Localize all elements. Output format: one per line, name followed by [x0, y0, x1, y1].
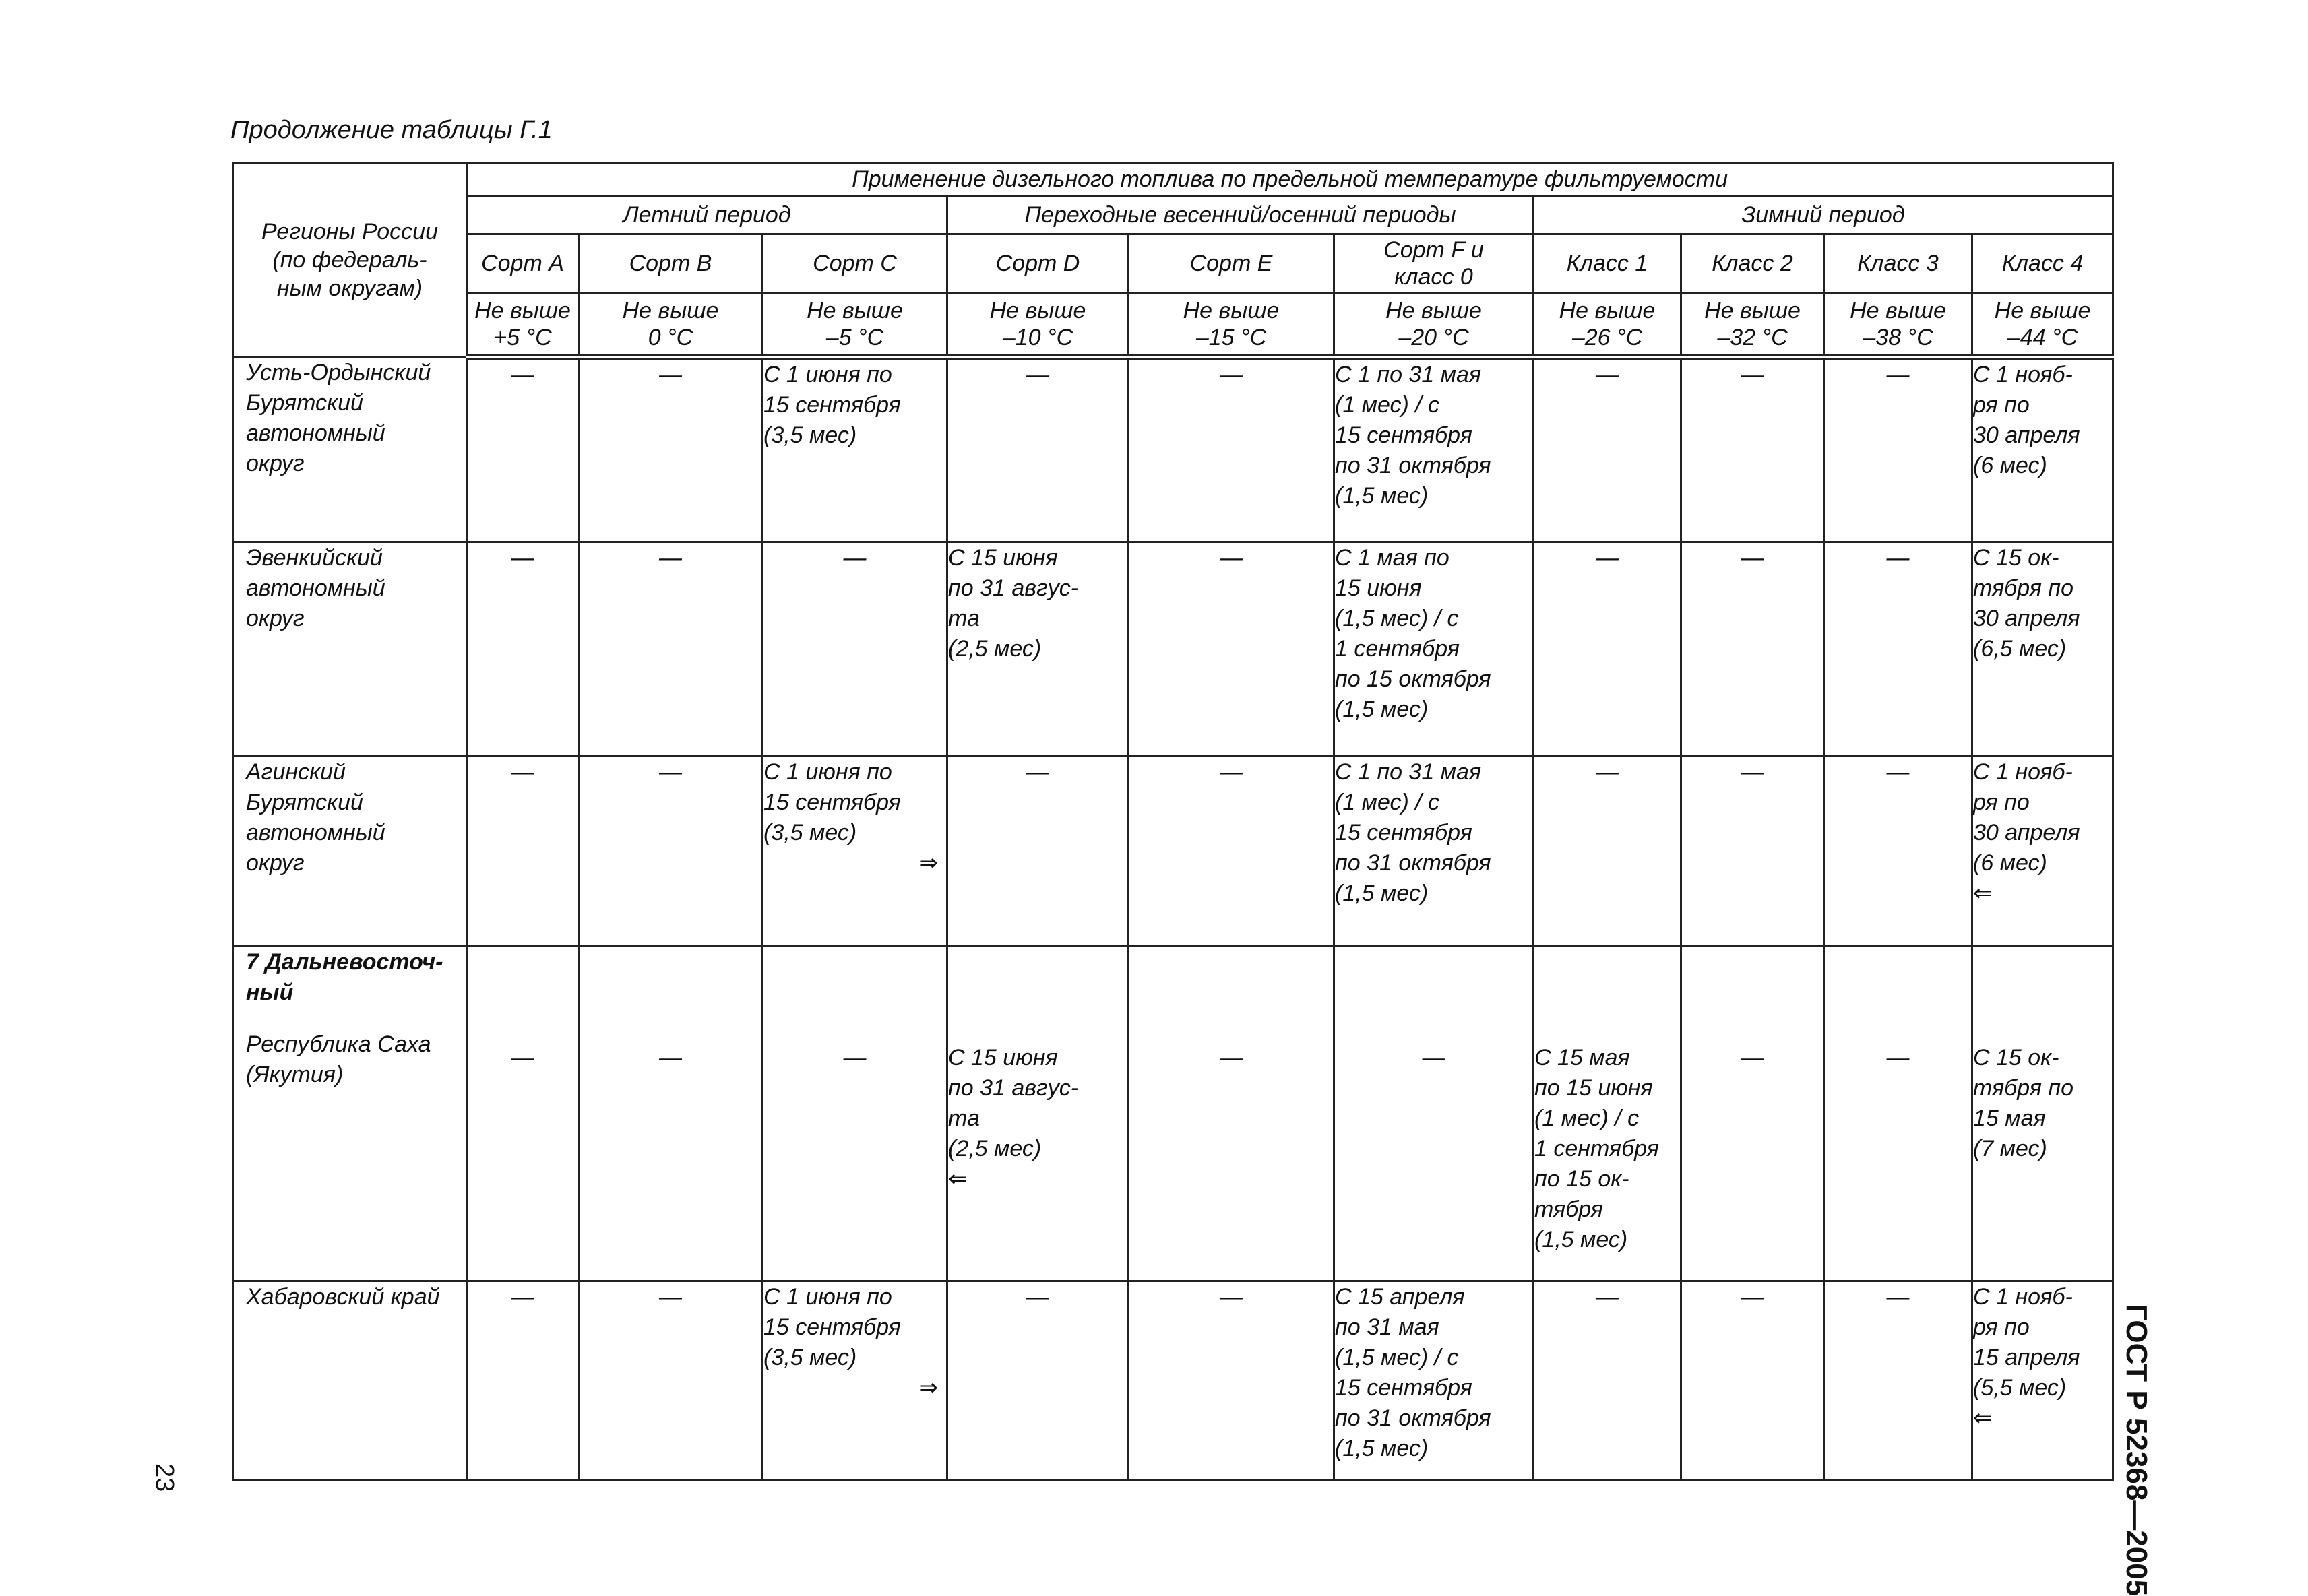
table-cell: [763, 1281, 947, 1480]
continuation-arrow-left-icon: ⇐: [948, 1166, 968, 1192]
continuation-arrow-left-icon: ⇐: [1973, 881, 1993, 906]
table-cell: —: [1534, 542, 1681, 757]
cell-text: С 1 нояб- ря по 30 апреля (6 мес): [1973, 759, 2080, 876]
grade-header: Сорт C: [763, 234, 947, 293]
table-cell: —: [467, 757, 579, 947]
grade-header: Класс 4: [1972, 234, 2113, 293]
table-cell: —: [579, 757, 763, 947]
fuel-usage-table: [232, 162, 2114, 1481]
grade-header: Сорт B: [579, 234, 763, 293]
table-cell: —: [1824, 1281, 1972, 1480]
document-standard-title: ГОСТ Р 52368—2005: [2120, 1304, 2153, 1596]
table-cell: —: [1824, 947, 1972, 1281]
table-cell: —: [763, 947, 947, 1281]
federal-district-title: 7 Дальневосточ- ный: [246, 949, 443, 1005]
table-cell: [763, 757, 947, 947]
continuation-arrow-right-icon: ⇒: [918, 1375, 938, 1401]
table-row: [233, 357, 2113, 542]
region-name: Хабаровский край: [233, 1281, 467, 1480]
table-cell: —: [1129, 357, 1334, 542]
table-cell: [947, 947, 1129, 1281]
region-name: Республика Саха (Якутия): [246, 1031, 431, 1087]
table-row: [233, 1281, 2113, 1480]
table-cell: —: [947, 357, 1129, 542]
table-cell: —: [467, 542, 579, 757]
cell-text: С 1 нояб- ря по 15 апреля (5,5 мес): [1973, 1284, 2080, 1401]
table-cell: С 1 по 31 мая (1 мес) / с 15 сентября по 31 октября (1,5 мес): [1334, 357, 1534, 542]
table-cell: —: [1129, 947, 1334, 1281]
table-caption: Продолжение таблицы Г.1: [230, 116, 553, 144]
page-number: 23: [150, 1463, 179, 1492]
table-cell: —: [579, 357, 763, 542]
table-cell: [1972, 1281, 2113, 1480]
grade-header: Сорт A: [467, 234, 579, 293]
grade-header: Сорт D: [947, 234, 1129, 293]
table-cell: —: [1129, 1281, 1334, 1480]
table-cell: С 15 ок- тября по 15 мая (7 мес): [1972, 947, 2113, 1281]
table-cell: —: [1824, 357, 1972, 542]
table-cell: —: [763, 542, 947, 757]
table-cell: С 1 мая по 15 июня (1,5 мес) / с 1 сентября по 15 октября (1,5 мес): [1334, 542, 1534, 757]
grade-header: Класс 1: [1534, 234, 1681, 293]
temperature-limit: Не выше +5 °C: [467, 293, 579, 357]
table-row: [233, 542, 2113, 757]
region-name: Агинский Бурятский автономный округ: [233, 757, 467, 947]
cell-text: С 1 июня по 15 сентября (3,5 мес): [763, 759, 901, 845]
table-cell: [1972, 757, 2113, 947]
table-cell: С 1 июня по 15 сентября (3,5 мес): [763, 357, 947, 542]
winter-period-header: Зимний период: [1534, 196, 2113, 234]
table-cell: —: [467, 357, 579, 542]
grade-header: Класс 3: [1824, 234, 1972, 293]
table-cell: —: [1334, 947, 1534, 1281]
table-cell: С 15 ок- тября по 30 апреля (6,5 мес): [1972, 542, 2113, 757]
table-cell: —: [467, 947, 579, 1281]
table-cell: —: [1681, 947, 1824, 1281]
region-cell: [233, 947, 467, 1281]
transitional-period-header: Переходные весенний/осенний периоды: [947, 196, 1534, 234]
table-cell: С 1 по 31 мая (1 мес) / с 15 сентября по 31 октября (1,5 мес): [1334, 757, 1534, 947]
table-cell: —: [947, 757, 1129, 947]
continuation-arrow-left-icon: ⇐: [1973, 1405, 1993, 1431]
grade-header: Сорт E: [1129, 234, 1334, 293]
table-cell: —: [1824, 757, 1972, 947]
continuation-arrow-right-icon: ⇒: [918, 850, 938, 876]
table-cell: С 15 апреля по 31 мая (1,5 мес) / с 15 сентября по 31 октября (1,5 мес): [1334, 1281, 1534, 1480]
temperature-limit: Не выше –5 °C: [763, 293, 947, 357]
table-cell: С 1 нояб- ря по 30 апреля (6 мес): [1972, 357, 2113, 542]
table-cell: —: [1824, 542, 1972, 757]
cell-text: С 15 июня по 31 авгус- та (2,5 мес): [948, 1045, 1079, 1161]
table-cell: —: [1129, 757, 1334, 947]
table-cell: —: [1534, 1281, 1681, 1480]
table-cell: —: [1129, 542, 1334, 757]
table-cell: —: [1681, 357, 1824, 542]
table-row: [233, 757, 2113, 947]
temperature-limit: Не выше 0 °C: [579, 293, 763, 357]
temperature-limit: Не выше –10 °C: [947, 293, 1129, 357]
usage-header: Применение дизельного топлива по предельной температуре фильтруемости: [467, 163, 2113, 196]
table-cell: —: [1681, 542, 1824, 757]
table-cell: С 15 мая по 15 июня (1 мес) / с 1 сентября по 15 ок- тября (1,5 мес): [1534, 947, 1681, 1281]
temperature-limit: Не выше –44 °C: [1972, 293, 2113, 357]
table-cell: —: [467, 1281, 579, 1480]
table-cell: С 15 июня по 31 авгус- та (2,5 мес): [947, 542, 1129, 757]
temperature-limit: Не выше –26 °C: [1534, 293, 1681, 357]
table-cell: —: [1681, 1281, 1824, 1480]
summer-period-header: Летний период: [467, 196, 947, 234]
table-cell: —: [579, 1281, 763, 1480]
cell-text: С 1 июня по 15 сентября (3,5 мес): [763, 1284, 901, 1370]
table-cell: —: [579, 542, 763, 757]
temperature-limit: Не выше –32 °C: [1681, 293, 1824, 357]
table-cell: —: [1681, 757, 1824, 947]
grade-header: Класс 2: [1681, 234, 1824, 293]
temperature-limit: Не выше –20 °C: [1334, 293, 1534, 357]
temperature-limit: Не выше –15 °C: [1129, 293, 1334, 357]
region-name: Эвенкийский автономный округ: [233, 542, 467, 757]
table-cell: —: [1534, 757, 1681, 947]
table-cell: —: [579, 947, 763, 1281]
temperature-limit: Не выше –38 °C: [1824, 293, 1972, 357]
region-column-header: Регионы России (по федераль- ным округам): [233, 163, 467, 357]
grade-header: Сорт F и класс 0: [1334, 234, 1534, 293]
region-name: Усть-Ордынский Бурятский автономный округ: [233, 357, 467, 542]
table-cell: —: [1534, 357, 1681, 542]
table-cell: —: [947, 1281, 1129, 1480]
table-row: [233, 947, 2113, 1281]
